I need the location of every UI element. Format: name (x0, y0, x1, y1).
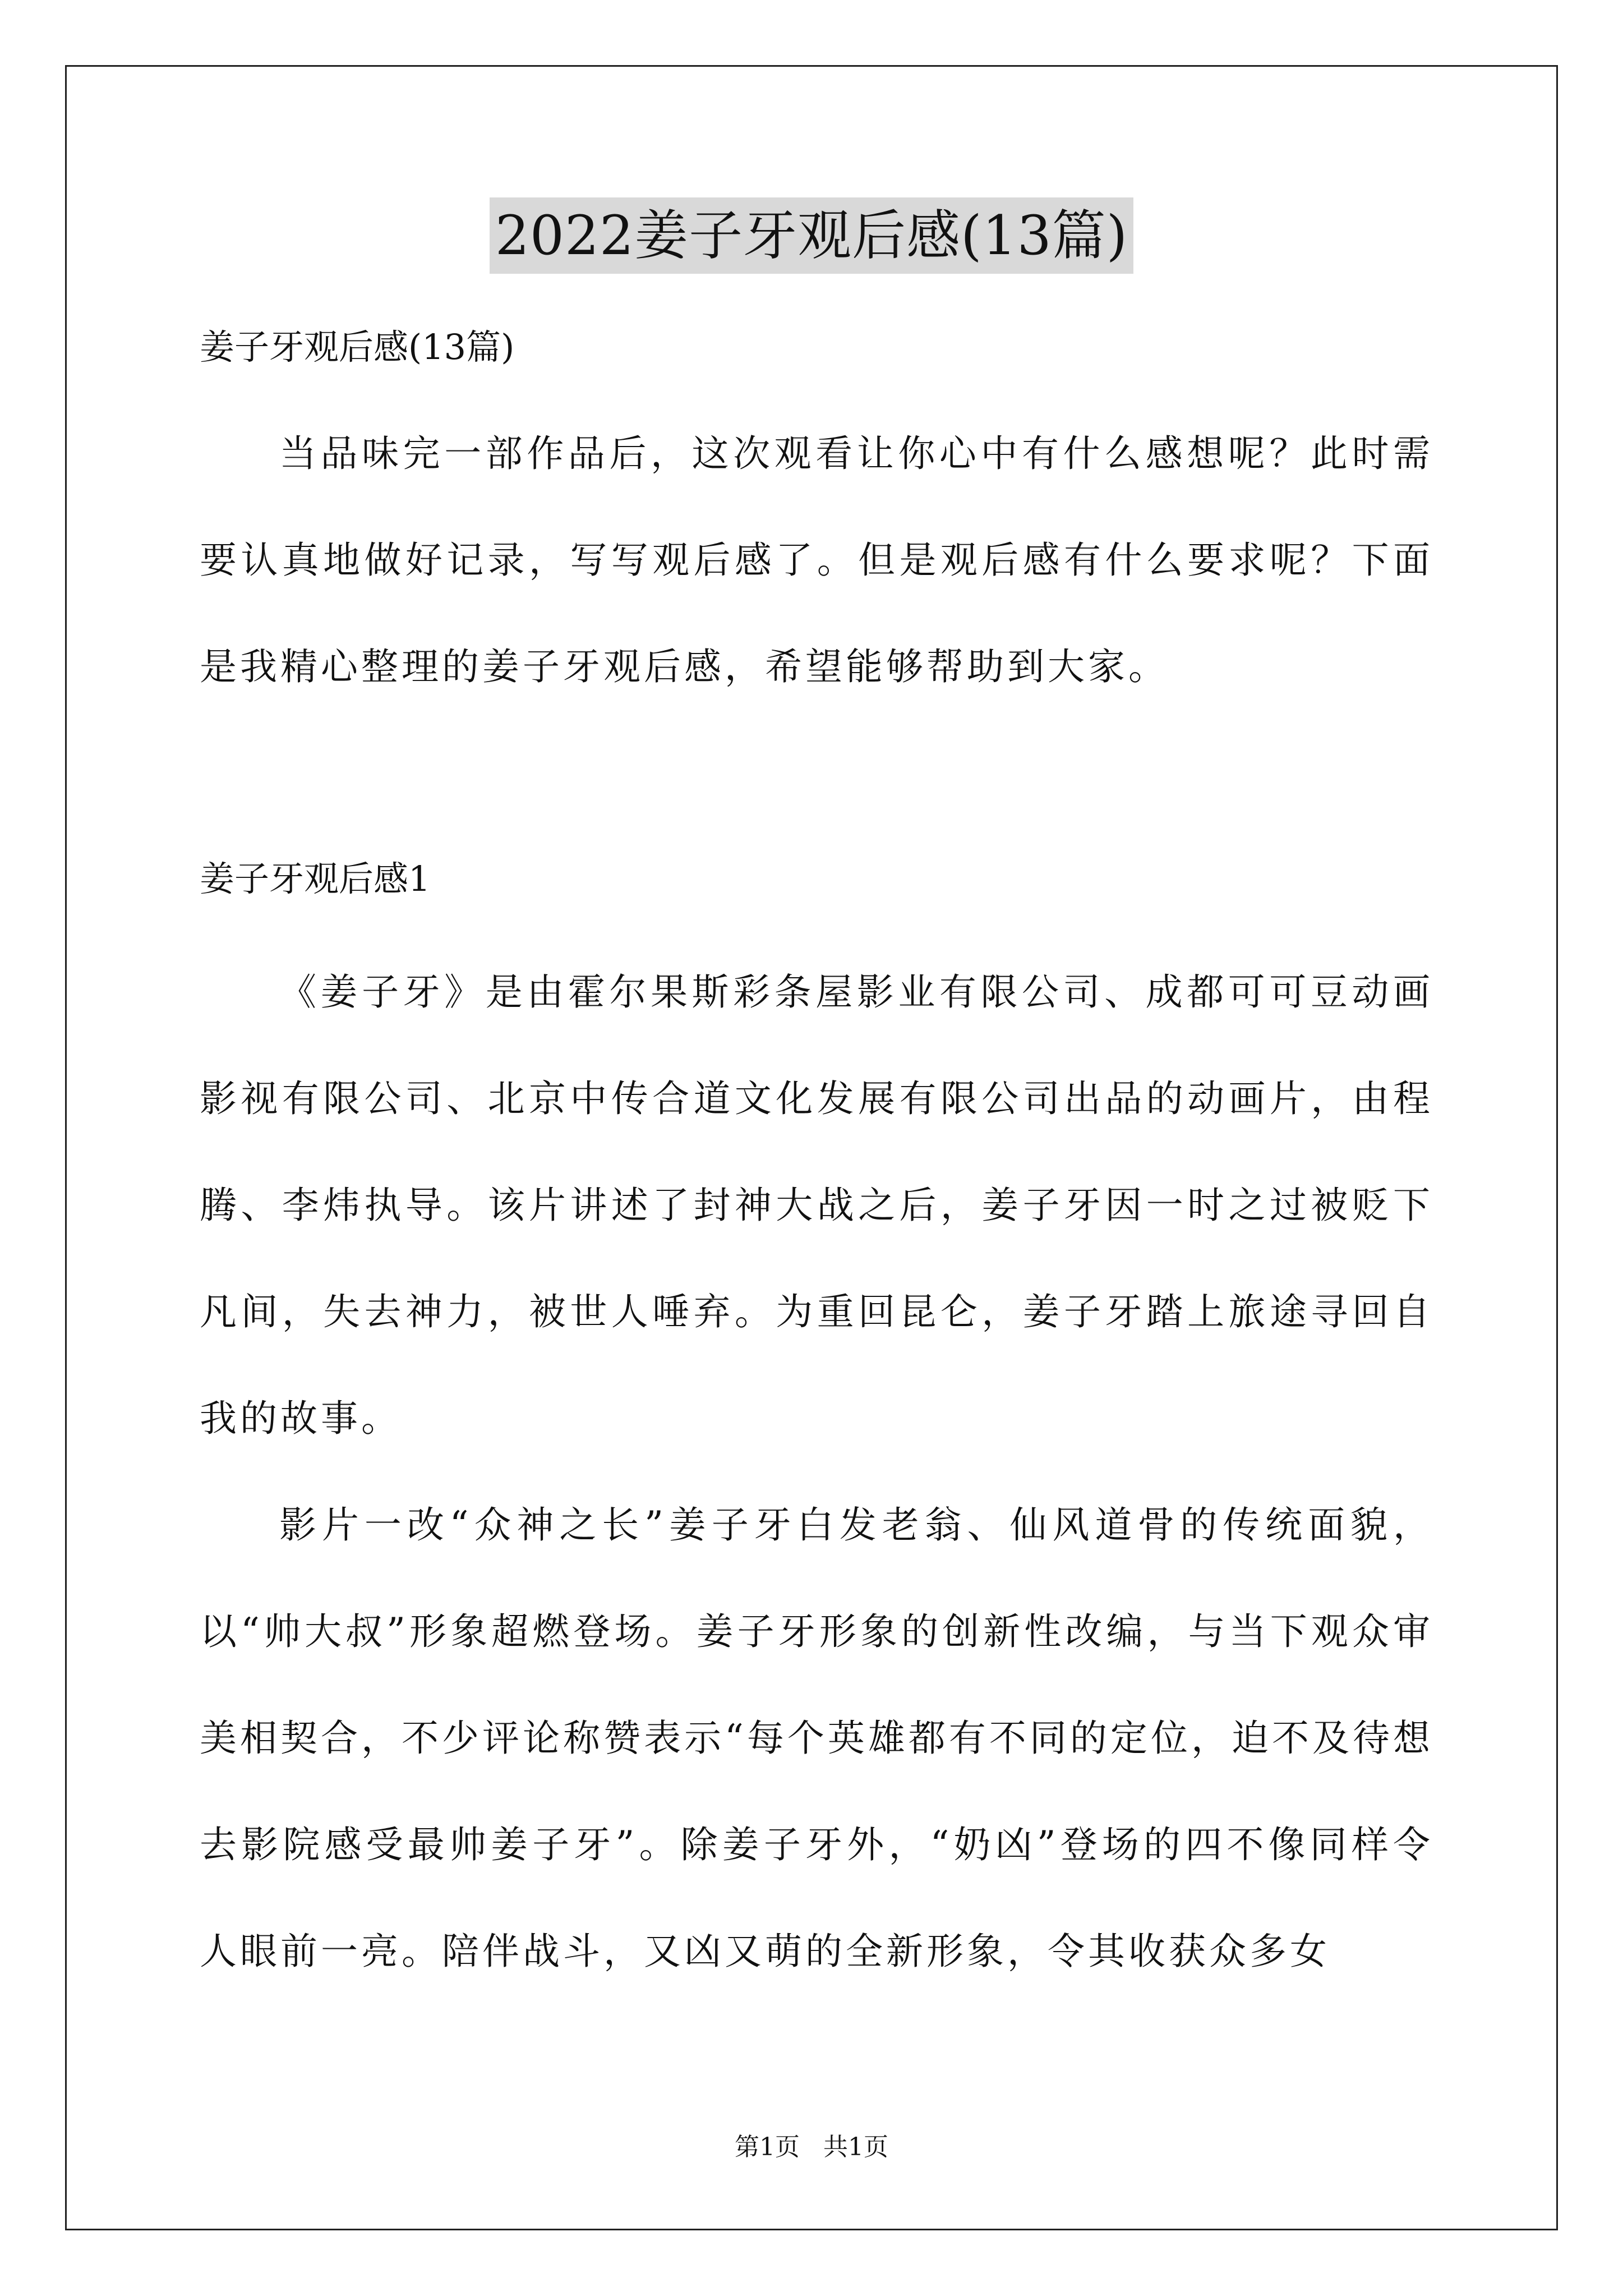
document-subtitle: 姜子牙观后感(13篇) (200, 326, 515, 367)
page-footer (0, 2131, 1623, 2164)
page-total: 共1页 (823, 2133, 888, 2161)
page-number: 第1页 (735, 2133, 800, 2161)
body-paragraph: 《姜子牙》是由霍尔果斯彩条屋影业有限公司、成都可可豆动画影视有限公司、北京中传合道文化发展有限公司出品的动画片，由程腾、李炜执导。该片讲述了封神大战之后，姜子牙因一时之过被贬下凡间，失去神力，被世人唾弃。为重回昆仑，姜子牙踏上旅途寻回自我的故事。 (200, 970, 1433, 1440)
body-paragraph: 影片一改“众神之长”姜子牙白发老翁、仙风道骨的传统面貌，以“帅大叔”形象超燃登场。姜子牙形象的创新性改编，与当下观众审美相契合，不少评论称赞表示“每个英雄都有不同的定位，迫不及待想去影院感受最帅姜子牙”。除姜子牙外，“奶凶”登场的四不像同样令人眼前一亮。陪伴战斗，又凶又萌的全新形象，令其收获众多女 (200, 1503, 1433, 1973)
document-title: 2022姜子牙观后感(13篇) (490, 197, 1133, 274)
document-body (200, 303, 1433, 2005)
intro-paragraph: 当品味完一部作品后，这次观看让你心中有什么感想呢？此时需要认真地做好记录，写写观后感了。但是观后感有什么要求呢？下面是我精心整理的姜子牙观后感，希望能够帮助到大家。 (200, 432, 1433, 688)
section-heading: 姜子牙观后感1 (200, 858, 431, 899)
title-container (0, 197, 1623, 274)
